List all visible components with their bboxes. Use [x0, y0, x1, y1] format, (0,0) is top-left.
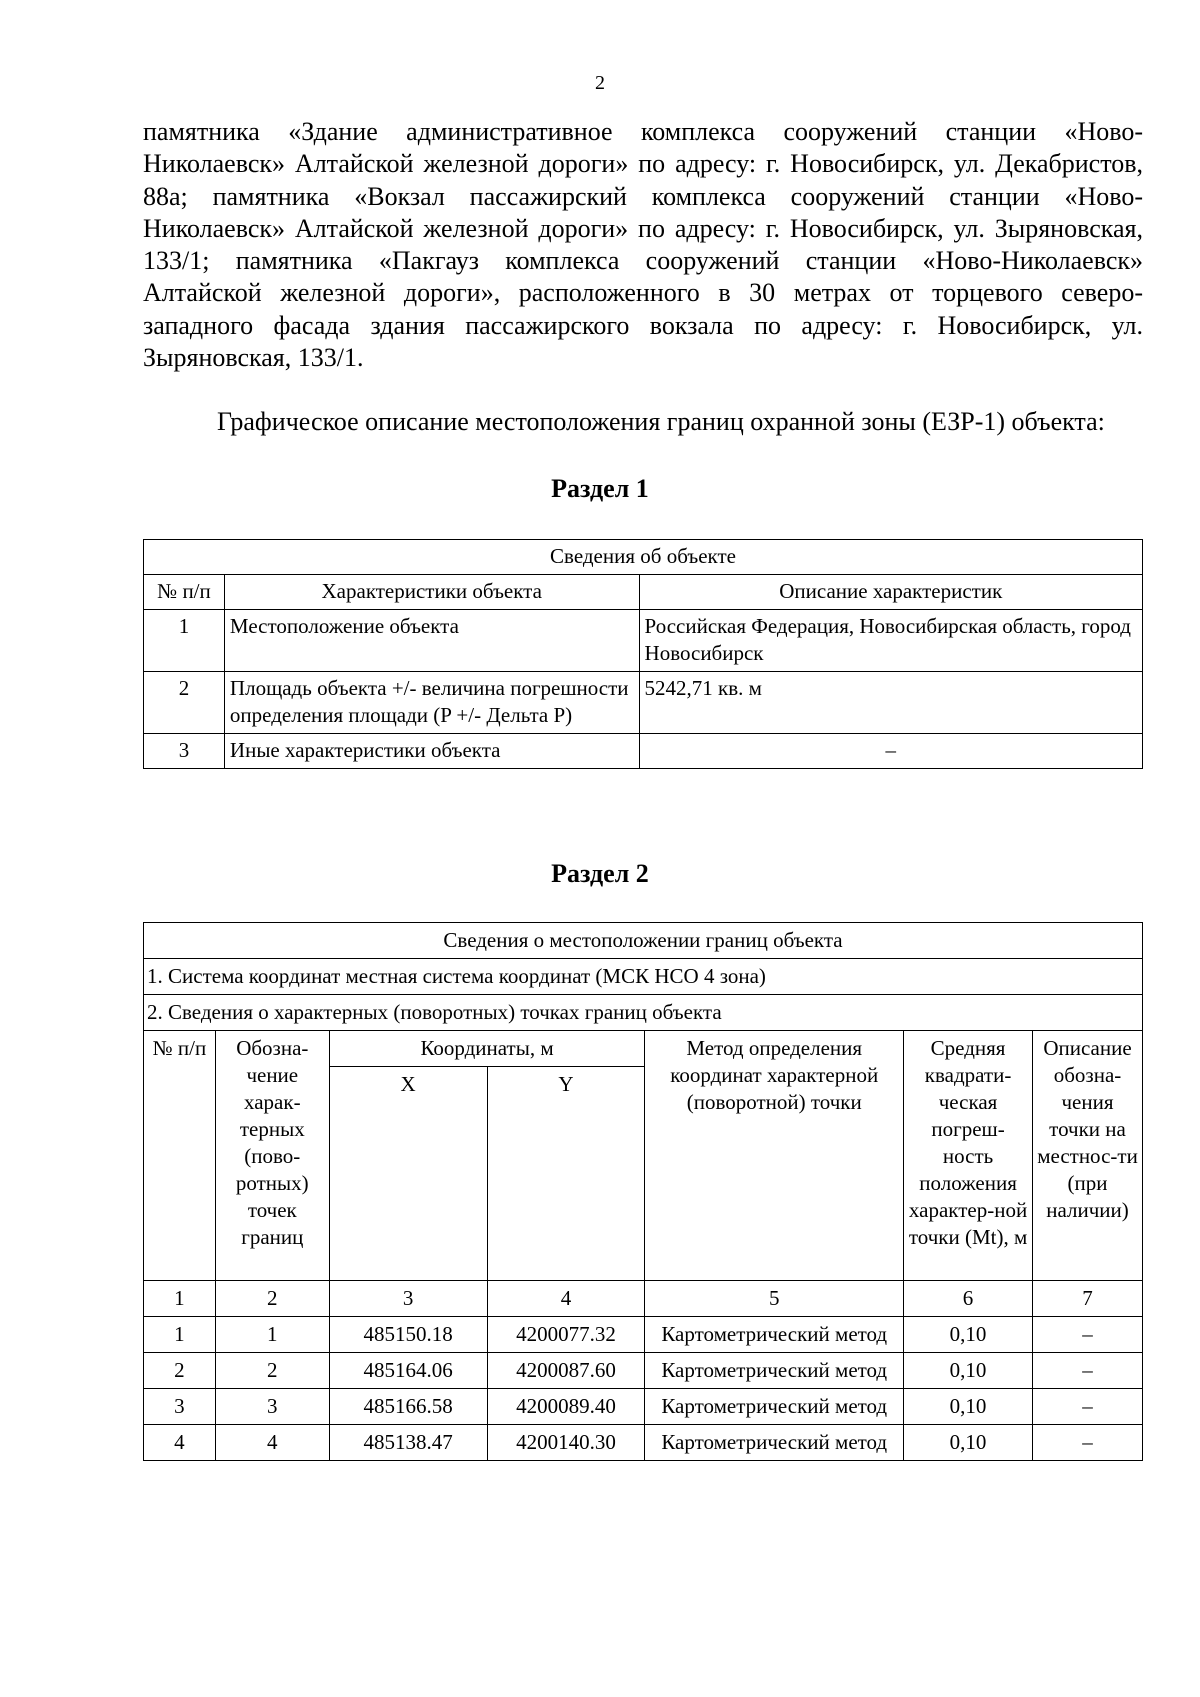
cell-method: Картометрический метод [645, 1425, 904, 1461]
header-characteristic: Характеристики объекта [224, 575, 639, 610]
object-info-table [143, 539, 1143, 769]
intro-text: памятника «Здание административное комплекса сооружений станции «Ново-Николаевск» Алтайской железной дороги» по адресу: г. Новосибирск, ул. Декабристов, 88а; памятника «Вокзал пассажирский комплекса сооружений станции «Ново-Николаевск» Алтайской железной дороги» по адресу: г. Новосибирск, ул. Зыряновская, 133/1; памятника «Пакгауз комплекса сооружений станции «Ново-Николаевск» Алтайской железной дороги», расположенного в 30 метрах от торцевого северо-западного фасада здания пассажирского вокзала по адресу: г. Новосибирск, ул. Зыряновская, 133/1. [143, 117, 1143, 373]
coord-system: 1. Система координат местная система координат (МСК НСО 4 зона) [144, 959, 1143, 995]
cell-description: – [639, 734, 1142, 769]
table-row [144, 1317, 1143, 1353]
col-number: 1 [144, 1281, 216, 1317]
coord-system-row [144, 959, 1143, 995]
cell-method: Картометрический метод [645, 1389, 904, 1425]
cell-y: 4200077.32 [487, 1317, 645, 1353]
table-row [144, 610, 1143, 672]
cell-designation: 4 [215, 1425, 329, 1461]
cell-num: 3 [144, 734, 225, 769]
table-header-row [144, 1031, 1143, 1067]
cell-method: Картометрический метод [645, 1317, 904, 1353]
col-number: 6 [904, 1281, 1033, 1317]
cell-description: – [1033, 1389, 1143, 1425]
header-method: Метод определения координат характерной (поворотной) точки [645, 1031, 904, 1281]
cell-designation: 1 [215, 1317, 329, 1353]
table-row [144, 1389, 1143, 1425]
intro-paragraph [143, 116, 1143, 374]
column-numbers-row [144, 1281, 1143, 1317]
header-designation: Обозна-чение харак-терных (пово-ротных) точек границ [215, 1031, 329, 1281]
cell-description: – [1033, 1425, 1143, 1461]
table-title: Сведения об объекте [144, 540, 1143, 575]
points-title: 2. Сведения о характерных (поворотных) точках границ объекта [144, 995, 1143, 1031]
cell-y: 4200087.60 [487, 1353, 645, 1389]
cell-description: – [1033, 1353, 1143, 1389]
cell-characteristic: Площадь объекта +/- величина погрешности определения площади (P +/- Дельта P) [224, 672, 639, 734]
col-number: 7 [1033, 1281, 1143, 1317]
cell-description: Российская Федерация, Новосибирская область, город Новосибирск [639, 610, 1142, 672]
cell-description: – [1033, 1317, 1143, 1353]
cell-designation: 3 [215, 1389, 329, 1425]
header-x: X [329, 1067, 487, 1281]
header-y: Y [487, 1067, 645, 1281]
header-error: Средняя квадрати-ческая погреш-ность положения характер-ной точки (Mt), м [904, 1031, 1033, 1281]
cell-num: 1 [144, 610, 225, 672]
cell-x: 485166.58 [329, 1389, 487, 1425]
cell-num: 2 [144, 1353, 216, 1389]
cell-characteristic: Иные характеристики объекта [224, 734, 639, 769]
section2-title: Раздел 2 [551, 859, 649, 888]
cell-x: 485150.18 [329, 1317, 487, 1353]
cell-x: 485138.47 [329, 1425, 487, 1461]
cell-designation: 2 [215, 1353, 329, 1389]
header-description: Описание характеристик [639, 575, 1142, 610]
table-row [144, 1353, 1143, 1389]
col-number: 5 [645, 1281, 904, 1317]
header-num: № п/п [144, 575, 225, 610]
cell-description: 5242,71 кв. м [639, 672, 1142, 734]
table-row [144, 1425, 1143, 1461]
header-point-description: Описание обозна-чения точки на местнос-ти (при наличии) [1033, 1031, 1143, 1281]
cell-y: 4200089.40 [487, 1389, 645, 1425]
header-num: № п/п [144, 1031, 216, 1281]
page-number: 2 [595, 72, 605, 94]
cell-num: 1 [144, 1317, 216, 1353]
graphic-description: Графическое описание местоположения границ охранной зоны (ЕЗР-1) объекта: [217, 407, 1105, 436]
boundary-points-table [143, 922, 1143, 1461]
cell-error: 0,10 [904, 1353, 1033, 1389]
header-coords: Координаты, м [329, 1031, 645, 1067]
cell-num: 3 [144, 1389, 216, 1425]
table-title-row [144, 540, 1143, 575]
cell-method: Картометрический метод [645, 1353, 904, 1389]
cell-x: 485164.06 [329, 1353, 487, 1389]
cell-error: 0,10 [904, 1317, 1033, 1353]
table-title: Сведения о местоположении границ объекта [144, 923, 1143, 959]
col-number: 4 [487, 1281, 645, 1317]
table-row [144, 672, 1143, 734]
col-number: 2 [215, 1281, 329, 1317]
table-header-row [144, 575, 1143, 610]
points-title-row [144, 995, 1143, 1031]
cell-characteristic: Местоположение объекта [224, 610, 639, 672]
table-row [144, 734, 1143, 769]
col-number: 3 [329, 1281, 487, 1317]
cell-num: 4 [144, 1425, 216, 1461]
table-title-row [144, 923, 1143, 959]
cell-error: 0,10 [904, 1425, 1033, 1461]
cell-y: 4200140.30 [487, 1425, 645, 1461]
cell-error: 0,10 [904, 1389, 1033, 1425]
section1-title: Раздел 1 [551, 474, 649, 503]
cell-num: 2 [144, 672, 225, 734]
